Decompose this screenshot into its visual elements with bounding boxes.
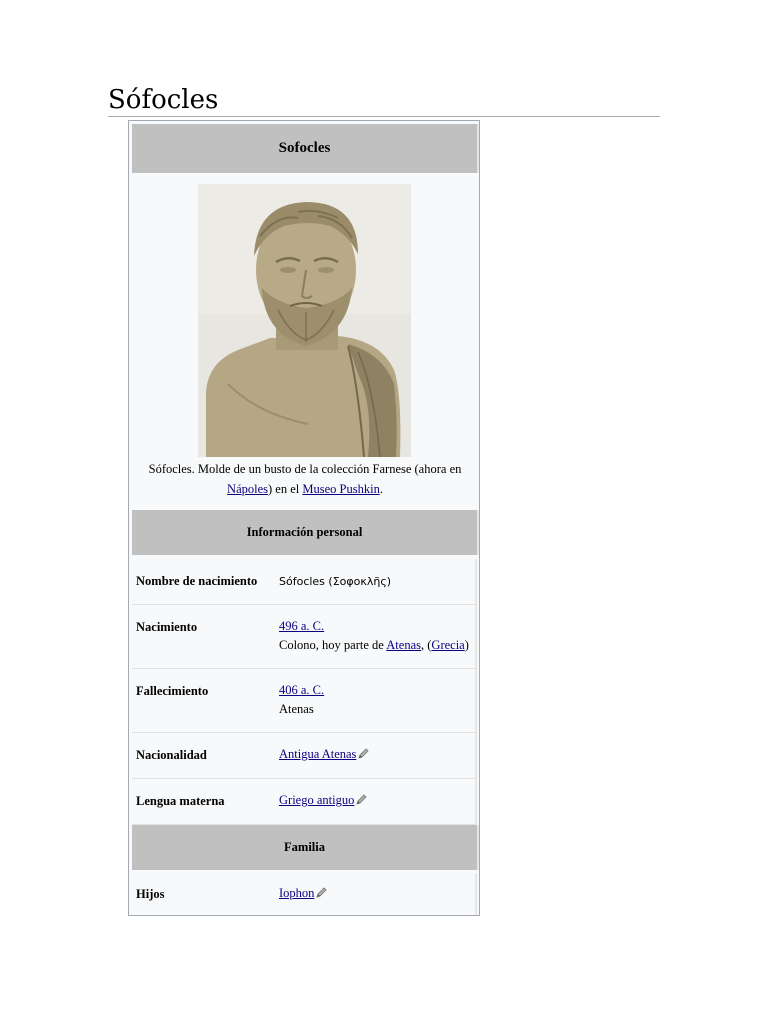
page-title: Sófocles: [108, 85, 219, 115]
birth-place-text: ): [464, 638, 469, 652]
caption-text: .: [379, 481, 383, 496]
death-place-text: Atenas: [279, 702, 314, 716]
row-label: Fallecimiento: [136, 684, 209, 698]
birth-place-text: , (: [421, 638, 432, 652]
row-value: [279, 745, 369, 765]
row-death: [132, 669, 477, 733]
row-value: [279, 884, 327, 904]
row-label: Nombre de nacimiento: [136, 574, 258, 588]
caption-text: ) en el: [268, 481, 303, 496]
row-value: Sófocles (Σοφοκλῆς): [279, 575, 392, 588]
row-language: [132, 779, 477, 825]
row-label: Nacionalidad: [136, 748, 207, 762]
row-label: Nacimiento: [136, 620, 198, 634]
nationality-link[interactable]: Antigua Atenas: [279, 747, 357, 761]
children-link[interactable]: Iophon: [279, 886, 315, 900]
pencil-icon[interactable]: [358, 746, 369, 765]
infobox: [128, 120, 480, 916]
birth-date-link[interactable]: 496 a. C.: [279, 619, 325, 633]
section-header-personal: Información personal: [132, 510, 479, 555]
infobox-title: Sofocles: [132, 124, 479, 173]
row-children: [132, 873, 477, 915]
portrait-image[interactable]: [198, 184, 411, 457]
title-divider: [108, 116, 660, 117]
row-label: Lengua materna: [136, 794, 225, 808]
caption-link-napoles[interactable]: Nápoles: [227, 481, 269, 496]
pencil-icon[interactable]: [316, 885, 327, 904]
row-birth-name: [132, 559, 477, 605]
row-birth: [132, 605, 477, 669]
caption-text: Sófocles. Molde de un busto de la colección Farnese (ahora en: [148, 462, 462, 476]
birth-place-text: Colono, hoy parte de: [279, 638, 387, 652]
caption-link-museo-pushkin[interactable]: Museo Pushkin: [302, 481, 380, 496]
pencil-icon[interactable]: [356, 792, 367, 811]
row-value: [279, 681, 324, 719]
image-caption: [135, 460, 475, 499]
row-value: [279, 617, 469, 655]
row-nationality: [132, 733, 477, 779]
row-label: Hijos: [136, 887, 165, 901]
death-date-link[interactable]: 406 a. C.: [279, 683, 325, 697]
row-value: [279, 791, 367, 811]
birth-place-link-grecia[interactable]: Grecia: [431, 638, 465, 652]
section-header-family: Familia: [132, 825, 479, 870]
birth-place-link-atenas[interactable]: Atenas: [386, 638, 421, 652]
language-link[interactable]: Griego antiguo: [279, 793, 355, 807]
